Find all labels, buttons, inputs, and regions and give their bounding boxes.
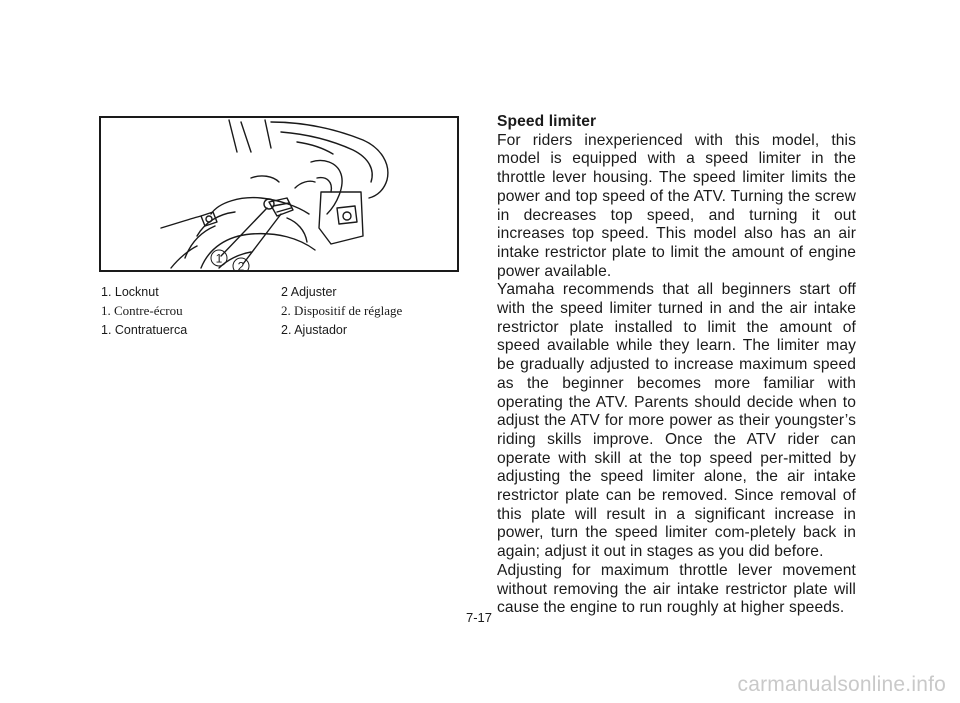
caption-item-1: 1. Contre-écrou [101,302,183,318]
throttle-illustration [99,116,459,272]
caption-row-spanish [101,320,461,339]
callout-2-label: 2 [237,259,245,270]
paragraph-adjusting: Adjusting for maximum throttle lever movement without removing the air intake restrictor plate will cause the engine to run roughly at higher speeds. [497,561,856,617]
caption-row-english [101,282,461,301]
paragraph-recommendation: Yamaha recommends that all beginners start off with the speed limiter turned in and the air intake restrictor plate installed to limit the amount of speed available while they learn. The limiter may be gradually adjusted to increase maximum speed as the beginner becomes more familiar with operating the ATV. Parents should decide when to adjust the ATV for more power as their youngster’s riding skills improve. Once the ATV rider can operate with skill at the top speed per-mitted by adjusting the speed limiter alone, the air intake restrictor plate can be removed. Since removal of this plate will result in a significant increase in power, turn the speed limiter com-pletely back in again; adjust it out in stages as you did before. [497,281,856,561]
page-number: 7-17 [466,610,493,625]
caption-item-1: 1. Contratuerca [101,322,188,337]
throttle-housing-drawing [101,118,457,270]
caption-item-2: 2. Dispositif de réglage [281,302,403,318]
callout-1-label: 1 [215,251,223,266]
section-heading: Speed limiter [497,113,597,130]
speed-limiter-section [497,113,856,618]
caption-row-french [101,301,461,320]
figure-captions [101,282,461,339]
watermark: carmanualsonline.info [737,673,946,696]
caption-item-2: 2. Ajustador [281,322,348,337]
caption-item-1: 1. Locknut [101,284,159,299]
paragraph-intro: For riders inexperienced with this model, this model is equipped with a speed limiter in the throttle lever housing. The speed limiter limits the power and top speed of the ATV. Turning the screw in decreases top speed, and turning it out increases top speed. This model also has an air intake restrictor plate to limit the amount of engine power available. [497,131,856,280]
caption-item-2: 2 Adjuster [281,284,337,299]
